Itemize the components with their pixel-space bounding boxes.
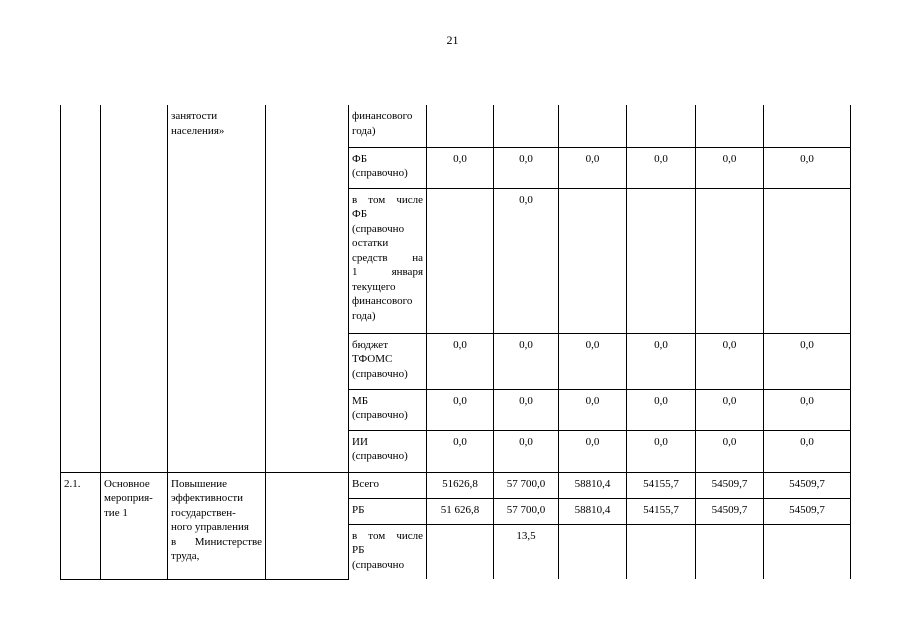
value-cell: 0,0 — [764, 430, 851, 472]
item-executor — [266, 472, 349, 579]
value-cell: 0,0 — [627, 147, 696, 188]
value-cell — [764, 188, 851, 333]
value-cell — [764, 524, 851, 579]
value-cell: 51626,8 — [427, 472, 494, 498]
value-cell: 51 626,8 — [427, 498, 494, 524]
value-cell: 0,0 — [696, 389, 764, 430]
item-type: Основное мероприя- тие 1 — [101, 472, 168, 579]
value-cell: 0,0 — [627, 389, 696, 430]
value-cell: 0,0 — [696, 333, 764, 389]
value-cell — [627, 188, 696, 333]
value-cell: 54155,7 — [627, 472, 696, 498]
value-cell: 0,0 — [559, 430, 627, 472]
value-cell: 0,0 — [764, 333, 851, 389]
value-cell: 58810,4 — [559, 472, 627, 498]
source-cell: РБ — [349, 498, 427, 524]
value-cell: 0,0 — [627, 430, 696, 472]
value-cell: 0,0 — [494, 147, 559, 188]
value-cell: 54509,7 — [696, 498, 764, 524]
value-cell: 0,0 — [494, 333, 559, 389]
value-cell: 0,0 — [559, 147, 627, 188]
value-cell: 57 700,0 — [494, 498, 559, 524]
value-cell: 0,0 — [494, 430, 559, 472]
value-cell: 57 700,0 — [494, 472, 559, 498]
source-cell: бюджет ТФОМС (справочно) — [349, 333, 427, 389]
value-cell — [427, 524, 494, 579]
item-name: Повышение эффективности государствен- ного управления в Министерстве труда, — [168, 472, 266, 579]
value-cell: 54155,7 — [627, 498, 696, 524]
value-cell: 0,0 — [764, 389, 851, 430]
value-cell: 0,0 — [696, 147, 764, 188]
value-cell: 0,0 — [696, 430, 764, 472]
value-cell — [696, 105, 764, 147]
value-cell: 0,0 — [427, 430, 494, 472]
value-cell: 0,0 — [427, 333, 494, 389]
number-cell-continued — [61, 105, 101, 472]
table-row — [61, 105, 851, 147]
source-cell: в том числе ФБ (справочно остатки средств на 1 января текущего финансового года) — [349, 188, 427, 333]
value-cell — [696, 188, 764, 333]
value-cell — [627, 105, 696, 147]
type-cell-continued — [101, 105, 168, 472]
budget-table — [60, 105, 851, 580]
value-cell: 0,0 — [494, 188, 559, 333]
source-cell: в том числе РБ (справочно — [349, 524, 427, 579]
source-cell: ФБ (справочно) — [349, 147, 427, 188]
value-cell — [559, 188, 627, 333]
value-cell: 54509,7 — [764, 472, 851, 498]
executor-cell-continued — [266, 105, 349, 472]
table-row — [61, 472, 851, 498]
value-cell — [696, 524, 764, 579]
value-cell: 0,0 — [427, 147, 494, 188]
value-cell: 0,0 — [764, 147, 851, 188]
value-cell: 54509,7 — [696, 472, 764, 498]
value-cell — [427, 105, 494, 147]
source-cell: ИИ (справочно) — [349, 430, 427, 472]
page-number: 21 — [446, 33, 459, 47]
item-number: 2.1. — [61, 472, 101, 579]
source-cell: Всего — [349, 472, 427, 498]
value-cell — [559, 105, 627, 147]
value-cell — [559, 524, 627, 579]
value-cell: 0,0 — [427, 389, 494, 430]
value-cell: 0,0 — [627, 333, 696, 389]
value-cell — [764, 105, 851, 147]
value-cell: 13,5 — [494, 524, 559, 579]
value-cell: 58810,4 — [559, 498, 627, 524]
value-cell: 0,0 — [559, 333, 627, 389]
value-cell — [494, 105, 559, 147]
value-cell: 54509,7 — [764, 498, 851, 524]
value-cell — [427, 188, 494, 333]
source-cell: МБ (справочно) — [349, 389, 427, 430]
value-cell: 0,0 — [559, 389, 627, 430]
name-cell-continued: занятости населения» — [168, 105, 266, 472]
source-cell: финансового года) — [349, 105, 427, 147]
value-cell: 0,0 — [494, 389, 559, 430]
value-cell — [627, 524, 696, 579]
